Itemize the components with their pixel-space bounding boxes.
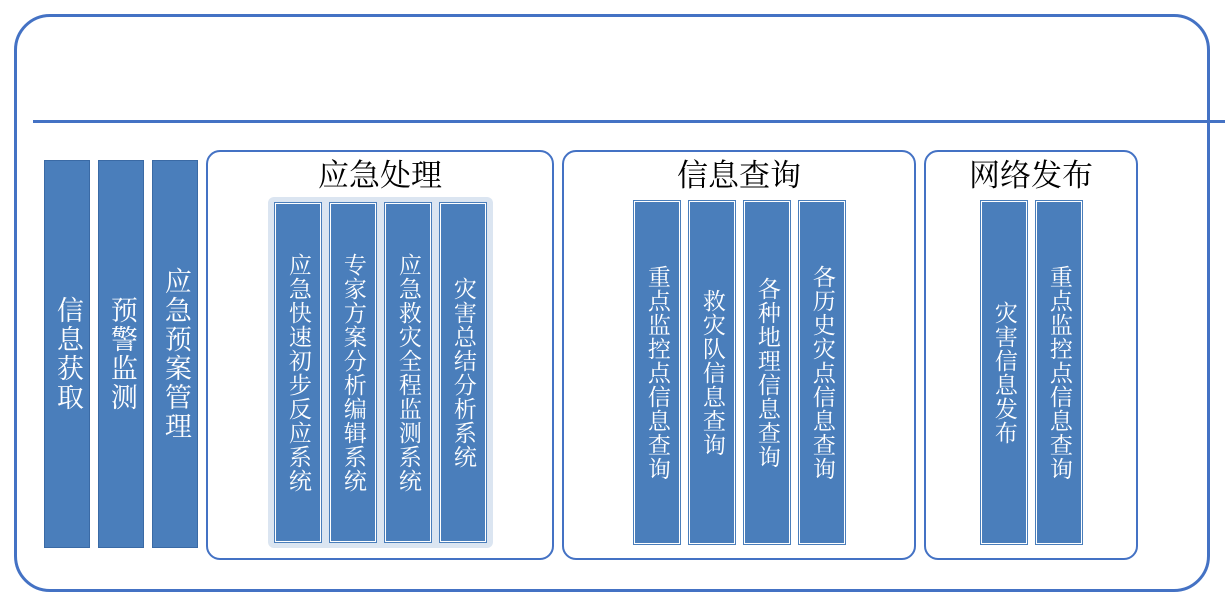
group-items-panel [975,197,1088,548]
module-item-disaster-info-publishing[interactable] [981,201,1027,544]
group-title: 应急处理 [318,158,442,193]
module-item-label: 重点监控点信息查询 [644,264,670,481]
module-item-full-process-relief-monitoring-system[interactable] [385,203,431,542]
module-item-label: 各种地理信息查询 [754,276,780,469]
module-bar-information-acquisition[interactable] [44,160,90,548]
module-item-label: 应急快速初步反应系统 [285,252,311,493]
module-item-key-monitoring-point-info-query-publish[interactable] [1036,201,1082,544]
module-item-label: 专家方案分析编辑系统 [340,252,366,493]
module-item-relief-team-info-query[interactable] [689,201,735,544]
module-bar-label: 信息获取 [52,296,83,412]
diagram-content-row [44,150,1184,560]
module-item-label: 灾害信息发布 [991,300,1017,445]
module-bar-warning-monitoring[interactable] [98,160,144,548]
module-item-label: 灾害总结分析系统 [450,276,476,469]
module-item-geographic-info-query[interactable] [744,201,790,544]
module-bar-label: 预警监测 [106,296,137,412]
group-title: 网络发布 [969,158,1093,193]
frame-divider [33,120,1225,123]
module-item-label: 应急救灾全程监测系统 [395,252,421,493]
group-items-panel [628,197,851,548]
module-item-label: 救灾队信息查询 [699,288,725,457]
group-information-query [562,150,916,560]
module-bar-label: 应急预案管理 [160,267,191,441]
module-item-label: 各历史灾点信息查询 [809,264,835,481]
module-item-disaster-summary-analysis-system[interactable] [440,203,486,542]
module-item-historical-disaster-point-info-query[interactable] [799,201,845,544]
module-item-rapid-initial-response-system[interactable] [275,203,321,542]
group-emergency-handling [206,150,554,560]
module-item-key-monitoring-point-info-query[interactable] [634,201,680,544]
group-title: 信息查询 [677,158,801,193]
module-item-label: 重点监控点信息查询 [1046,264,1072,481]
module-bar-emergency-plan-management[interactable] [152,160,198,548]
group-items-panel [268,197,493,548]
module-item-expert-plan-analysis-editing-system[interactable] [330,203,376,542]
group-network-publishing [924,150,1138,560]
